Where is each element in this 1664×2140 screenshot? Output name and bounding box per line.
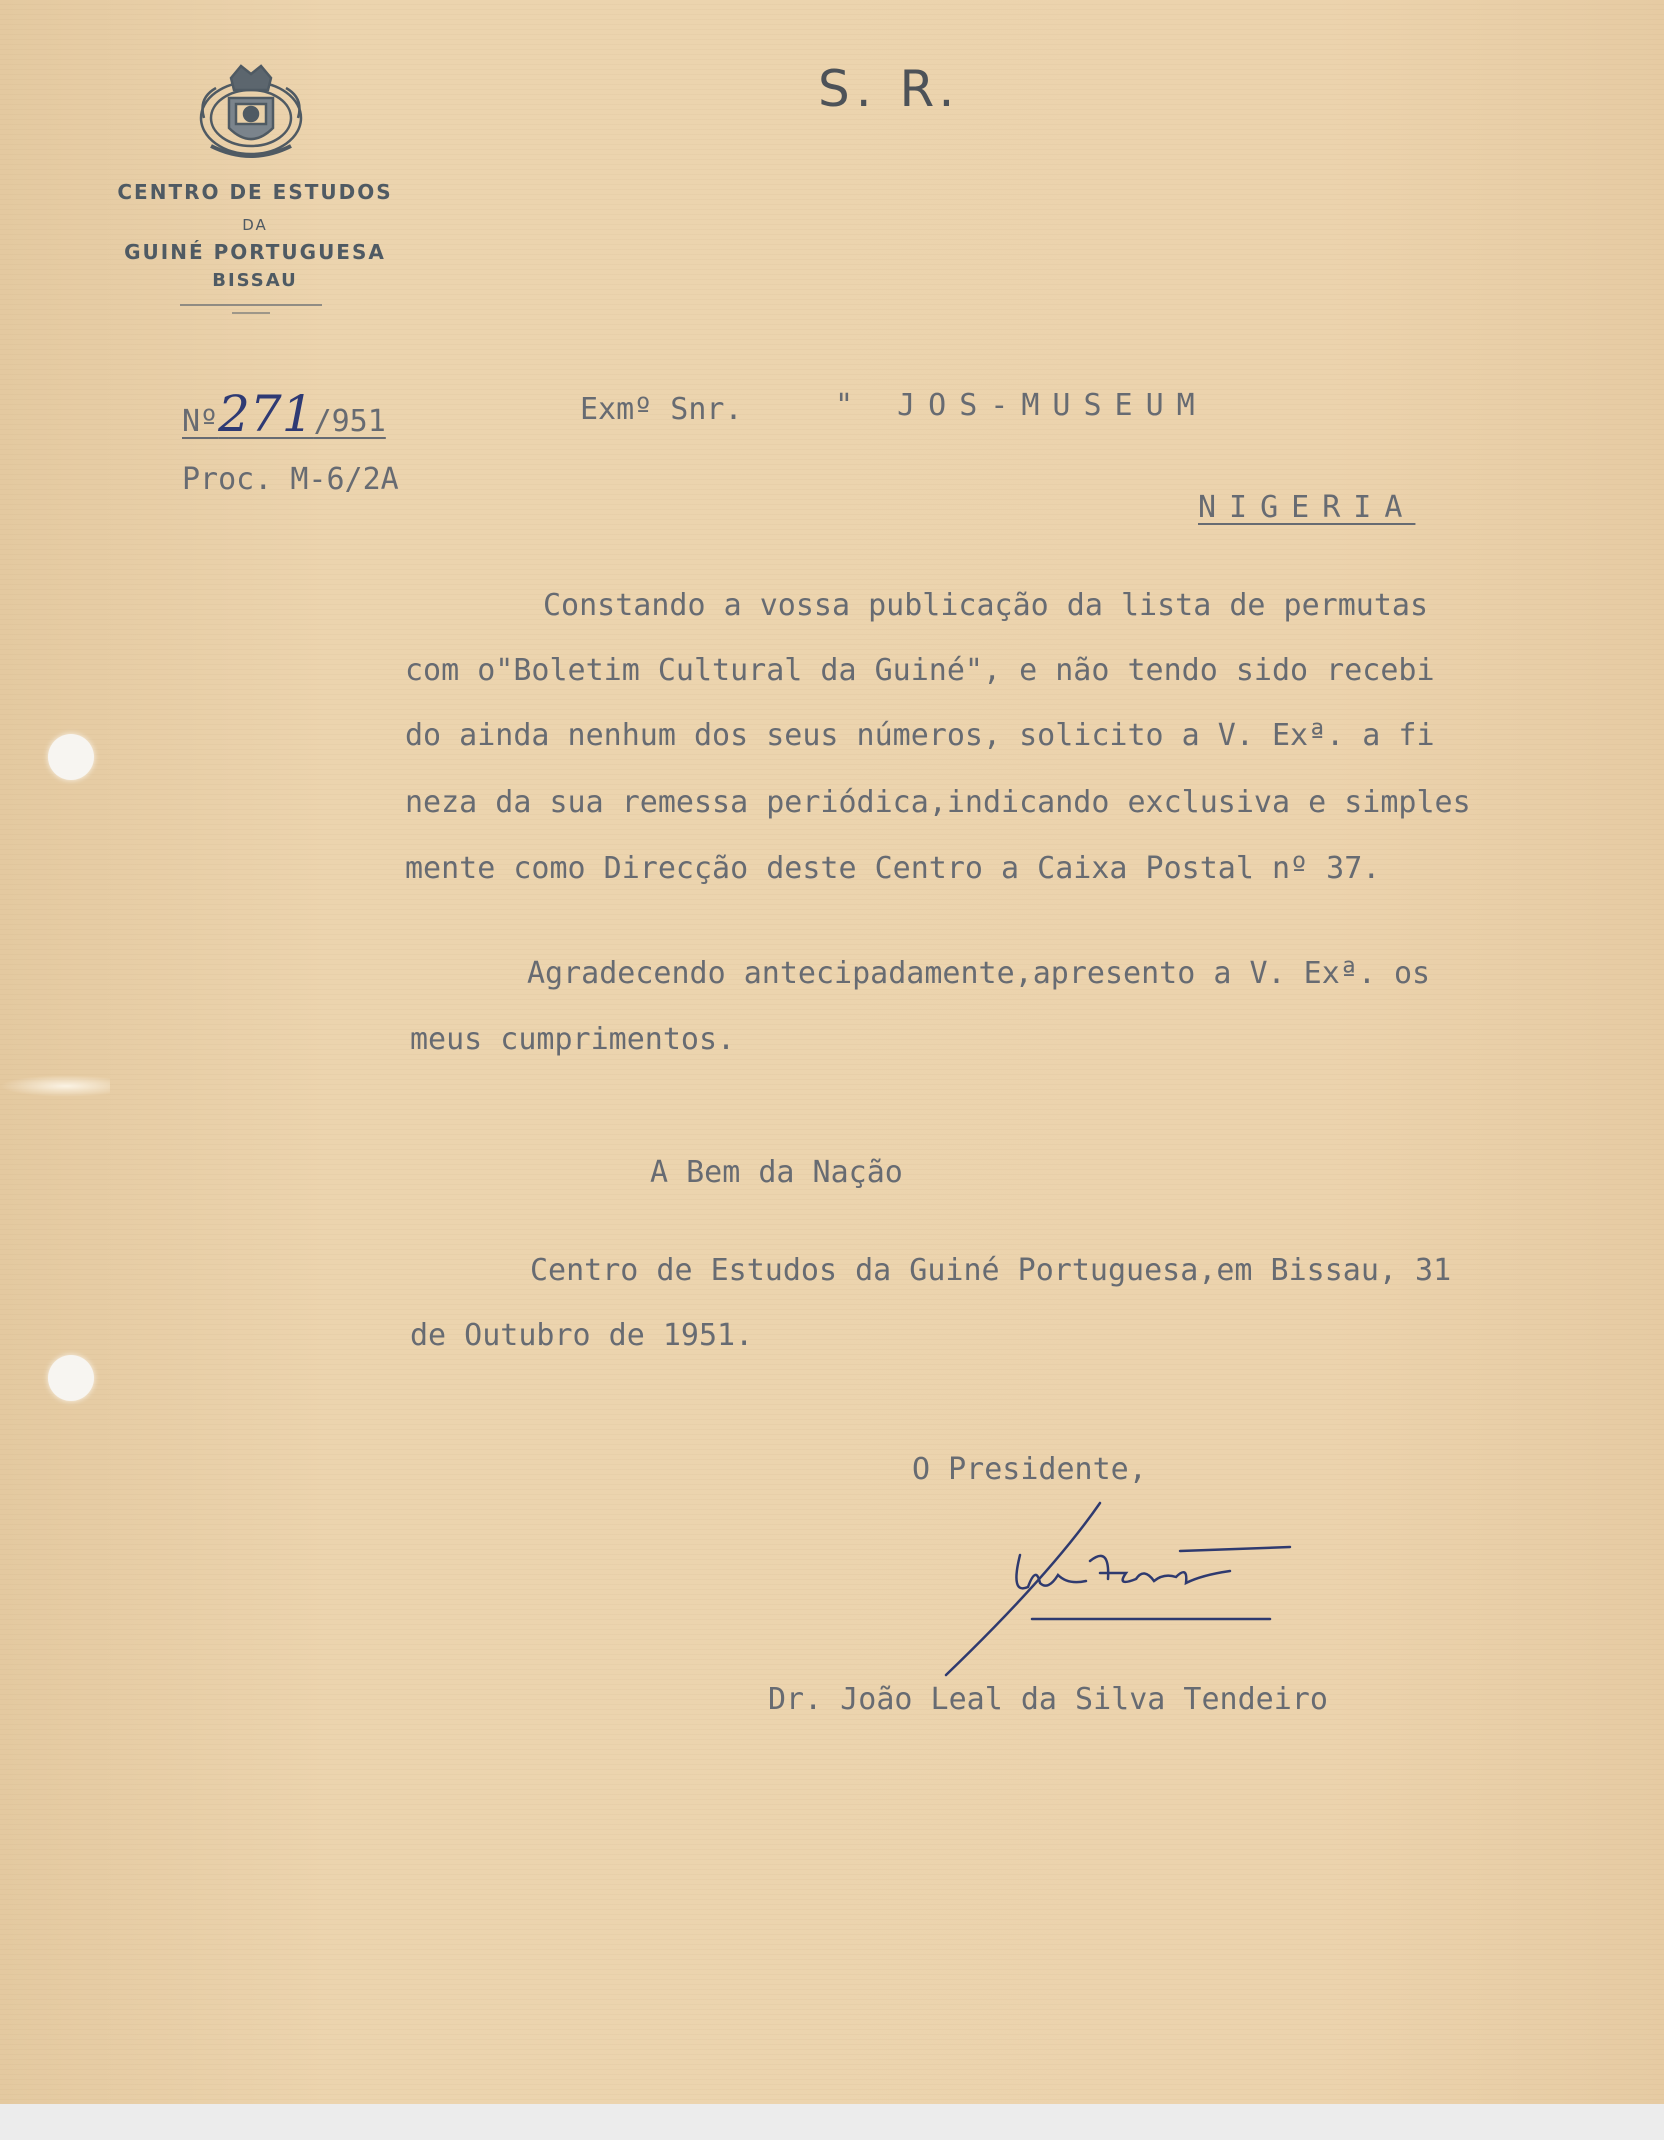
signatory-name: Dr. João Leal da Silva Tendeiro — [768, 1682, 1328, 1717]
punch-hole-bottom — [48, 1355, 94, 1401]
place-date-line: de Outubro de 1951. — [410, 1318, 754, 1353]
letterhead-line-3: GUINÉ PORTUGUESA — [124, 240, 386, 264]
addressee-country: NIGERIA — [1198, 490, 1416, 525]
scan-border — [0, 2104, 1664, 2140]
paper-crease — [0, 1075, 110, 1097]
coat-of-arms-icon — [196, 58, 306, 166]
body-line: neza da sua remessa periódica,indicando exclusiva e simples — [405, 785, 1471, 820]
addressee-salutation: Exmº Snr. — [580, 392, 743, 427]
punch-hole-top — [48, 734, 94, 780]
letterhead-divider-short — [232, 312, 270, 314]
body-line: mente como Direcção deste Centro a Caixa Postal nº 37. — [405, 851, 1381, 886]
body-line: com o"Boletim Cultural da Guiné", e não tendo sido recebi — [405, 653, 1435, 688]
letterhead-line-1: CENTRO DE ESTUDOS — [117, 180, 393, 204]
addressee-name: " JOS-MUSEUM — [835, 388, 1208, 423]
process-reference: Proc. M-6/2A — [182, 462, 399, 497]
letterhead-line-4: BISSAU — [212, 270, 298, 291]
letterhead-divider — [180, 304, 322, 306]
body-line: do ainda nenhum dos seus números, solicito a V. Exª. a fi — [405, 718, 1435, 753]
reference-handwritten-number: 271 — [218, 385, 314, 443]
body-line: Agradecendo antecipadamente,apresento a V. Exª. os — [527, 956, 1431, 991]
reference-number — [182, 385, 386, 443]
place-date-line: Centro de Estudos da Guiné Portuguesa,em Bissau, 31 — [530, 1253, 1452, 1288]
letterhead-line-2: DA — [242, 216, 268, 234]
closing-formula: A Bem da Nação — [650, 1155, 903, 1190]
reference-year: /951 — [313, 404, 386, 439]
body-line: Constando a vossa publicação da lista de permutas — [543, 588, 1429, 623]
reference-prefix: Nº — [182, 404, 219, 439]
signatory-title: O Presidente, — [912, 1452, 1147, 1487]
body-line: meus cumprimentos. — [410, 1022, 736, 1057]
handwritten-signature-icon — [940, 1495, 1300, 1685]
header-mark: S. R. — [818, 60, 961, 118]
